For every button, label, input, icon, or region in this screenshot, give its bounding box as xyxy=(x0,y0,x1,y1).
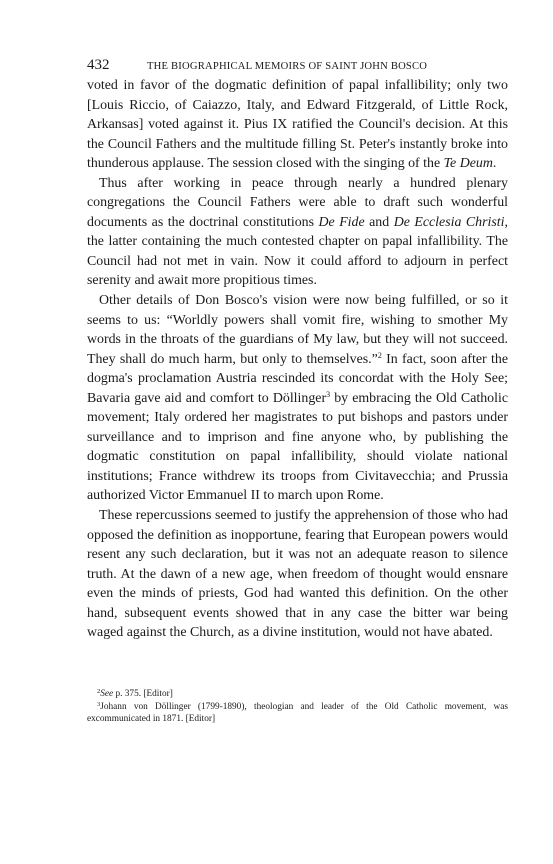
paragraph-3-text-a: Other details of Don Bosco's vision were now being fulfilled, or so it seems to us: “Worldly powers shall vomit fire, wishing to smother My words in the throats of the guardians of My law, but they will not succeed. They shall do much harm, but only to themselves.” xyxy=(87,293,508,367)
paragraph-4: These repercussions seemed to justify the apprehension of those who had opposed the definition as inopportune, fearing that European powers would resent any such declaration, but it was not an adequate reason to silence truth. At the dawn of a new age, when freedom of thought would ensnare even the minds of priests, God had wanted this definition. On the other hand, subsequent events showed that in any case the bitter war being waged against the Church, as a divine institution, would not have abated. xyxy=(87,508,508,641)
de-ecclesia-christi-italic: De Ecclesia Christi xyxy=(393,214,505,230)
footnotes xyxy=(87,688,508,726)
paragraph-1-end: . xyxy=(492,156,497,172)
footnote-3-mark: 3 xyxy=(97,700,101,708)
paragraph-2 xyxy=(87,174,508,291)
footnote-3-text: Johann von Döllinger (1799-1890), theologian and leader of the Old Catholic movement, was excommunicated in 1871. [Editor] xyxy=(87,701,508,725)
footnote-ref-3: 3 xyxy=(326,389,331,399)
paragraph-3-text-c: by embracing the Old Catholic movement; Italy ordered her magistrates to put bishops and pastors under surveillance and to imprison and fine anyone who, by publishing the dogmatic constitution on papal infallibility, should violate national institutions; France withdrew its troops from Civitavecchia; and Prussia authorized Victor Emmanuel II to march upon Rome. xyxy=(87,390,508,504)
body-text xyxy=(87,76,508,643)
footnote-3 xyxy=(87,701,508,726)
paragraph-1-text: voted in favor of the dogmatic definition of papal infallibility; only two [Louis Riccio, of Caiazzo, Italy, and Edward Fitzgerald, of Little Rock, Arkansas] voted against it. Pius IX ratified the Council's decision. At this the Council Fathers and the multitude filling St. Peter's instantly broke into thunderous applause. The session closed with the singing of the xyxy=(87,78,508,172)
paragraph-2-text-b: and xyxy=(364,214,394,230)
footnote-2-mark: 2 xyxy=(97,688,101,695)
running-head: THE BIOGRAPHICAL MEMOIRS OF SAINT JOHN BOSCO xyxy=(147,61,428,72)
paragraph-2-text-c: , the latter containing the much contested chapter on papal infallibility. The Council had not met in vain. Now it could afford to adjourn in perfect serenity and await more propitious times. xyxy=(87,214,508,289)
paragraph-3-text-b: In fact, soon after the dogma's proclamation Austria rescinded its concordat with the Holy See; Bavaria gave aid and comfort to Döllinger xyxy=(87,351,508,406)
de-fide-italic: De Fide xyxy=(318,214,365,230)
page-number: 432 xyxy=(87,57,110,73)
footnote-2-italic: See xyxy=(100,689,114,699)
paragraph-2-text-a: Thus after working in peace through nearly a hundred plenary congregations the Council Fathers were able to draft such wonderful documents as the doctrinal constitutions xyxy=(87,175,508,230)
paragraph-1 xyxy=(87,76,508,174)
footnote-2 xyxy=(87,688,508,701)
footnote-2-text: p. 375. [Editor] xyxy=(113,689,173,699)
footnote-ref-2: 2 xyxy=(377,350,382,360)
te-deum-italic: Te Deum xyxy=(443,156,493,172)
paragraph-3 xyxy=(87,291,508,506)
page-header xyxy=(87,57,507,74)
